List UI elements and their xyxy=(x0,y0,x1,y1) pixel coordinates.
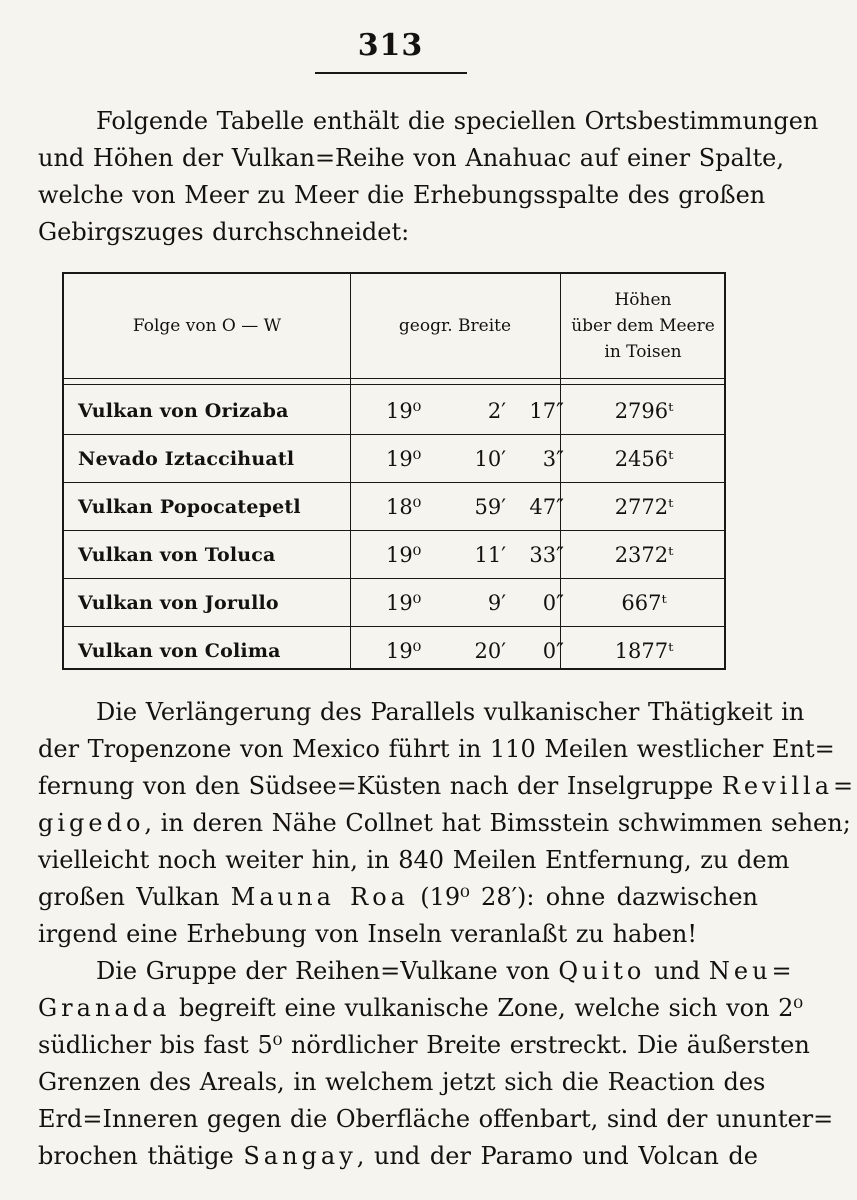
spaced-name: Neu= xyxy=(708,957,796,985)
latitude-seconds: 3″ xyxy=(542,446,564,471)
height-toises: 2372ᵗ xyxy=(614,542,674,567)
spaced-name: Revilla= xyxy=(721,772,857,800)
text-segment: und xyxy=(645,957,709,985)
volcano-name: Nevado Iztaccihuatl xyxy=(78,447,295,470)
text-segment: , in deren Nähe Collnet hat Bimsstein schwimmen sehen; xyxy=(144,809,851,837)
text-segment: fernung von den Südsee=Küsten nach der Inselgruppe xyxy=(38,772,722,800)
text-line: Erd=Inneren gegen die Oberfläche offenbart, sind der ununter= xyxy=(38,1105,834,1133)
latitude-degrees: 18⁰ xyxy=(386,494,422,519)
paragraph-quito xyxy=(38,953,834,1175)
header-height xyxy=(560,274,726,378)
text-line: südlicher bis fast 5⁰ nördlicher Breite erstreckt. Die äußersten xyxy=(38,1031,810,1059)
page-number: 313 xyxy=(357,28,424,63)
latitude xyxy=(386,627,564,674)
height-toises: 2772ᵗ xyxy=(614,494,674,519)
latitude-seconds: 0″ xyxy=(542,638,564,663)
height-toises: 2456ᵗ xyxy=(614,446,674,471)
header-latitude-label: geogr. Breite xyxy=(398,316,512,336)
latitude-seconds: 0″ xyxy=(542,590,564,615)
latitude-minutes: 59′ xyxy=(474,494,506,519)
header-height-line: in Toisen xyxy=(604,342,682,362)
volcano-name: Vulkan von Colima xyxy=(78,639,281,662)
text-segment: (19⁰ 28′): ohne dazwischen xyxy=(408,883,759,911)
latitude-degrees: 19⁰ xyxy=(386,446,422,471)
table-row xyxy=(64,627,724,674)
header-rule-bottom xyxy=(64,384,724,385)
latitude xyxy=(386,579,564,626)
latitude-degrees: 19⁰ xyxy=(386,398,422,423)
table-row xyxy=(64,435,724,482)
text-segment: großen Vulkan xyxy=(38,883,231,911)
table-row xyxy=(64,531,724,578)
spaced-name: gigedo xyxy=(38,809,145,837)
latitude-minutes: 9′ xyxy=(487,590,506,615)
latitude-minutes: 20′ xyxy=(474,638,506,663)
latitude-seconds: 47″ xyxy=(529,494,564,519)
spaced-name: Mauna Roa xyxy=(230,883,409,911)
volcano-name: Vulkan von Toluca xyxy=(78,543,276,566)
latitude xyxy=(386,435,564,482)
volcano-name: Vulkan Popocatepetl xyxy=(78,495,301,518)
header-rule xyxy=(315,72,467,74)
latitude-minutes: 10′ xyxy=(474,446,506,471)
spaced-name: Quito xyxy=(558,957,646,985)
intro-paragraph xyxy=(38,103,819,251)
latitude-minutes: 2′ xyxy=(487,398,506,423)
text-segment: brochen thätige xyxy=(38,1142,244,1170)
text-line xyxy=(38,1138,758,1175)
header-latitude xyxy=(350,274,560,378)
spaced-name: Sangay xyxy=(243,1142,357,1170)
table-row xyxy=(64,387,724,434)
spaced-name: Granada xyxy=(38,994,171,1022)
text-segment: begreift eine vulkanische Zone, welche sich von 2⁰ xyxy=(170,994,804,1022)
height-toises: 1877ᵗ xyxy=(614,638,674,663)
latitude xyxy=(386,483,564,530)
text-line: vielleicht noch weiter hin, in 840 Meilen Entfernung, zu dem xyxy=(38,846,790,874)
header-height-line: über dem Meere xyxy=(571,316,715,336)
text-line: Die Verlängerung des Parallels vulkanischer Thätigkeit in xyxy=(96,698,805,726)
text-segment: Die Gruppe der Reihen=Vulkane von xyxy=(96,957,559,985)
latitude-seconds: 33″ xyxy=(529,542,564,567)
volcano-name: Vulkan von Orizaba xyxy=(78,399,289,422)
latitude-minutes: 11′ xyxy=(474,542,506,567)
text-line xyxy=(38,953,796,990)
text-line xyxy=(38,990,804,1027)
latitude-seconds: 17″ xyxy=(529,398,564,423)
table-row xyxy=(64,483,724,530)
intro-line: und Höhen der Vulkan=Reihe von Anahuac auf einer Spalte, xyxy=(38,144,784,172)
height-toises: 667ᵗ xyxy=(621,590,667,615)
header-name xyxy=(64,274,350,378)
latitude xyxy=(386,531,564,578)
height-toises: 2796ᵗ xyxy=(614,398,674,423)
latitude-degrees: 19⁰ xyxy=(386,542,422,567)
text-segment: , und der Paramo und Volcan de xyxy=(356,1142,758,1170)
header-rule-top xyxy=(64,378,724,379)
intro-line: Folgende Tabelle enthält die speciellen Ortsbestimmungen xyxy=(96,107,819,135)
intro-line: welche von Meer zu Meer die Erhebungsspalte des großen xyxy=(38,181,766,209)
header-height-line: Höhen xyxy=(614,290,672,310)
text-line xyxy=(38,768,857,805)
text-line xyxy=(38,879,758,916)
table-row xyxy=(64,579,724,626)
text-line xyxy=(38,805,851,842)
latitude-degrees: 19⁰ xyxy=(386,590,422,615)
text-line: irgend eine Erhebung von Inseln veranlaßt zu haben! xyxy=(38,920,698,948)
header-name-label: Folge von O — W xyxy=(132,316,282,336)
volcano-name: Vulkan von Jorullo xyxy=(78,591,279,614)
paragraph-revillagigedo xyxy=(38,694,857,953)
volcano-table xyxy=(62,272,726,670)
text-line: der Tropenzone von Mexico führt in 110 Meilen westlicher Ent= xyxy=(38,735,835,763)
latitude xyxy=(386,387,564,434)
latitude-degrees: 19⁰ xyxy=(386,638,422,663)
text-line: Grenzen des Areals, in welchem jetzt sich die Reaction des xyxy=(38,1068,766,1096)
intro-line: Gebirgszuges durchschneidet: xyxy=(38,218,410,246)
